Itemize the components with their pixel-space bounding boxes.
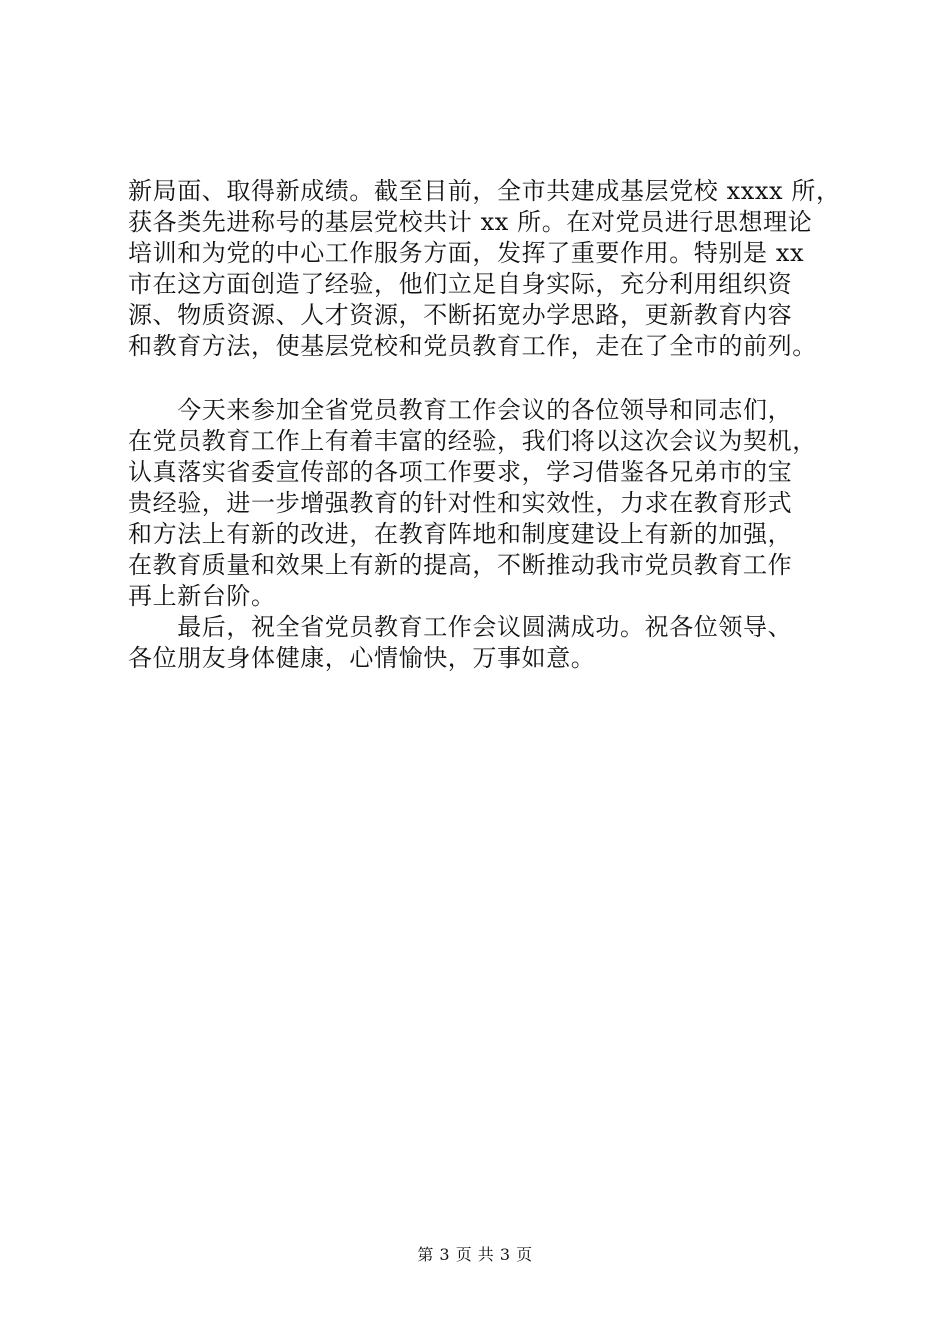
paragraph-line: 和方法上有新的改进，在教育阵地和制度建设上有新的加强，	[128, 520, 793, 548]
paragraph-line: 贵经验，进一步增强教育的针对性和实效性，力求在教育形式	[128, 489, 793, 517]
paragraph-line: 再上新台阶。	[128, 582, 276, 610]
paragraph-line: 获各类先进称号的基层党校共计 xx 所。在对党员进行思想理论	[128, 208, 813, 236]
paragraph-line: 新局面、取得新成绩。截至目前，全市共建成基层党校 xxxx 所，	[128, 177, 841, 205]
paragraph-1	[128, 176, 841, 362]
paragraph-line: 和教育方法，使基层党校和党员教育工作，走在了全市的前列。	[128, 332, 817, 360]
paragraph-3	[128, 612, 828, 674]
paragraph-2	[128, 395, 828, 612]
paragraph-line: 在党员教育工作上有着丰富的经验，我们将以这次会议为契机，	[128, 427, 817, 455]
paragraph-line: 市在这方面创造了经验，他们立足自身实际，充分利用组织资	[128, 270, 793, 298]
paragraph-line: 在教育质量和效果上有新的提高，不断推动我市党员教育工作	[128, 551, 793, 579]
page-footer: 第 3 页 共 3 页	[417, 1245, 533, 1264]
paragraph-line: 培训和为党的中心工作服务方面，发挥了重要作用。特别是 xx	[128, 239, 805, 267]
paragraph-line: 源、物质资源、人才资源，不断拓宽办学思路，更新教育内容	[128, 301, 793, 329]
paragraph-line: 今天来参加全省党员教育工作会议的各位领导和同志们，	[128, 396, 793, 424]
paragraph-line: 最后，祝全省党员教育工作会议圆满成功。祝各位领导、	[128, 613, 793, 641]
paragraph-line: 认真落实省委宣传部的各项工作要求，学习借鉴各兄弟市的宝	[128, 458, 793, 486]
paragraph-line: 各位朋友身体健康，心情愉快，万事如意。	[128, 644, 596, 672]
